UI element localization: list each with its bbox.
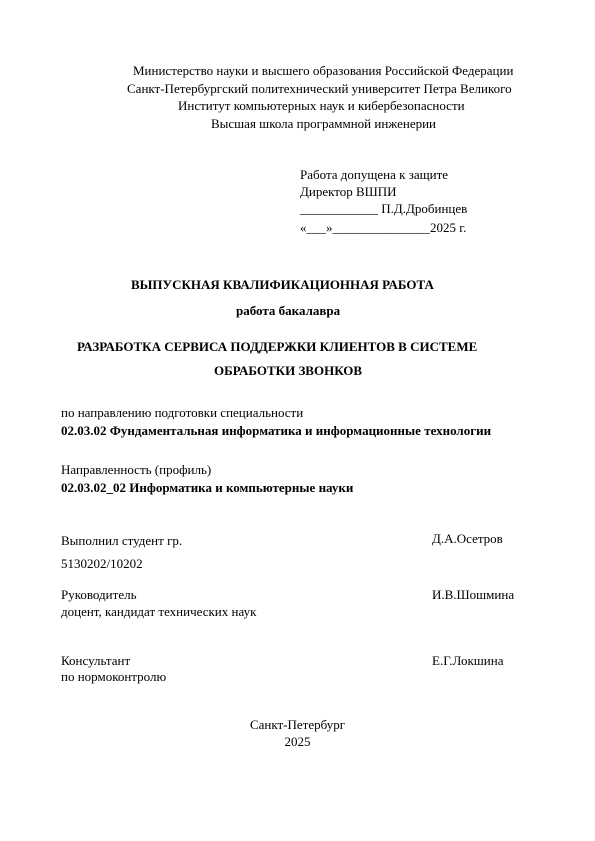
supervisor-title: доцент, кандидат технических наук: [61, 604, 257, 619]
institute-line: Институт компьютерных наук и кибербезопасности: [178, 98, 465, 113]
work-type: ВЫПУСКНАЯ КВАЛИФИКАЦИОННАЯ РАБОТА: [131, 277, 434, 292]
approval-signature: ____________ П.Д.Дробинцев: [300, 201, 468, 216]
footer-city: Санкт-Петербург: [249, 717, 346, 732]
work-subtype: работа бакалавра: [236, 303, 341, 318]
student-name: Д.А.Осетров: [432, 531, 503, 546]
profile-value: 02.03.02_02 Информатика и компьютерные науки: [61, 480, 354, 495]
student-label: Выполнил студент гр.: [61, 533, 183, 548]
profile-label: Направленность (профиль): [61, 462, 212, 477]
supervisor-name: И.В.Шошмина: [432, 587, 515, 602]
university-line: Санкт-Петербургский политехнический университет Петра Великого: [127, 81, 512, 96]
consultant-name: Е.Г.Локшина: [432, 653, 504, 668]
approval-date: «___»_______________2025 г.: [300, 220, 467, 235]
topic-line-1: РАЗРАБОТКА СЕРВИСА ПОДДЕРЖКИ КЛИЕНТОВ В СИСТЕМЕ: [77, 339, 478, 354]
school-line: Высшая школа программной инженерии: [211, 116, 436, 131]
student-group: 5130202/10202: [61, 556, 143, 571]
consultant-label: Консультант: [61, 653, 131, 668]
supervisor-label: Руководитель: [61, 587, 137, 602]
consultant-title: по нормоконтролю: [61, 669, 167, 684]
ministry-line: Министерство науки и высшего образования Российской Федерации: [133, 63, 514, 78]
topic-line-2: ОБРАБОТКИ ЗВОНКОВ: [214, 363, 363, 378]
footer-year: 2025: [284, 734, 311, 749]
approval-text: Работа допущена к защите: [300, 167, 449, 182]
direction-label: по направлению подготовки специальности: [61, 405, 304, 420]
direction-value: 02.03.02 Фундаментальная информатика и информационные технологии: [61, 423, 492, 438]
approval-director: Директор ВШПИ: [300, 184, 397, 199]
